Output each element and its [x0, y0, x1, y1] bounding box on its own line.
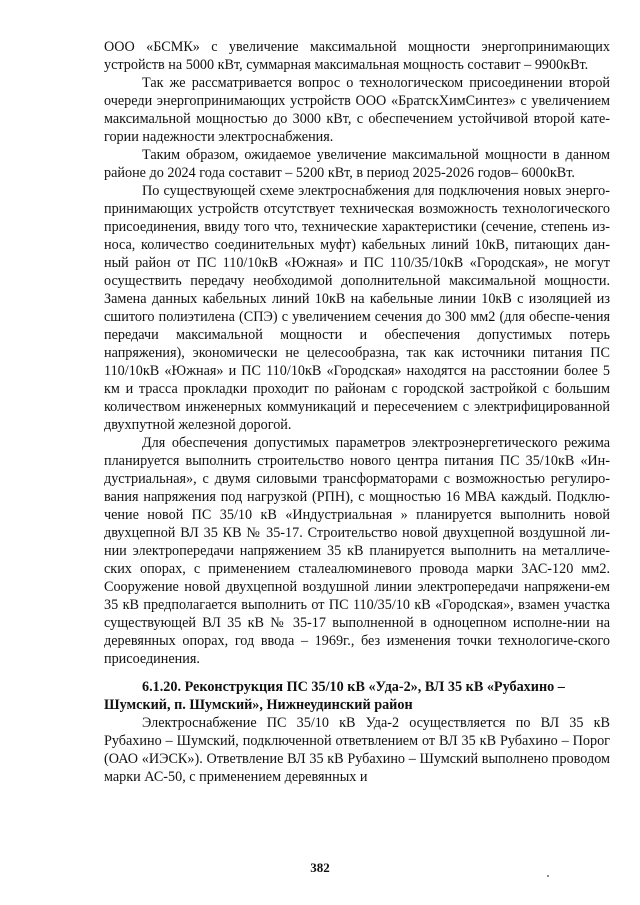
paragraph-uda-2: Электроснабжение ПС 35/10 кВ Уда-2 осуществляется по ВЛ 35 кВ Рубахино – Шумский, подключенной ответвлением от ВЛ 35 кВ Рубахино – Порог (ОАО «ИЭСК»). Ответвление ВЛ 35 кВ Рубахино – Шумский выполнено проводом марки АС-50, с применением деревянных и — [104, 715, 610, 785]
scan-speck — [547, 875, 549, 877]
paragraph-new-substation: Для обеспечения допустимых параметров электроэнергетического режима планируется выполнить строительство нового центра питания ПС 35/10кВ «Ин-дустриальная», с двумя силовыми трансформаторами с возможностью регулиро-вания напряжения под нагрузкой (РПН), с мощностью 16 МВА каждый. Подклю-чение новой ПС 35/10 кВ «Индустриальная » планируется выполнить новой двухцепной ВЛ 35 КВ № 35-17. Строительство новой двухцепной воздушной ли-нии электропередачи напряжением 35 кВ планируется выполнить на металличе-ских опорах, с применением сталеалюминевого провода марки 3АС-120 мм2. Сооружение новой двухцепной воздушной линии электропередачи напряжени-ем 35 кВ предполагается выполнить от ПС 110/35/10 кВ «Городская», взамен участка существующей ВЛ 35 кВ № 35-17 выполненной в одноцепном исполне-нии на деревянных опорах, год ввода – 1969г., без изменения точки технологиче-ского присоединения. — [104, 435, 610, 667]
section-heading: 6.1.20. Реконструкция ПС 35/10 кВ «Уда-2», ВЛ 35 кВ «Рубахино – Шумский, п. Шумский», Нижнеудинский район — [104, 679, 565, 713]
paragraph-existing-scheme: По существующей схеме электроснабжения для подключения новых энерго-принимающих устройств отсутствует техническая возможность технологического присоединения, ввиду того что, технические характеристики (сечение, степень из-носа, количество соединительных муфт) кабельных линий 10кВ, питающих дан-ный район от ПС 110/10кВ «Южная» и ПС 110/35/10кВ «Городская», не могут осуществить передачу необходимой дополнительной максимальной мощности. Замена данных кабельных линий 10кВ на кабельные линии 10кВ с изоляцией из сшитого полиэтилена (СПЭ) с увеличением сечения до 300 мм2 (для обеспе-чения передачи максимальной мощности и обеспечения допустимых потерь напряжения), экономически не целесообразна, так как источники питания ПС 110/10кВ «Южная» и ПС 110/10кВ «Городская» находятся на расстоянии более 5 км и трасса прокладки проходит по районам с городской застройкой с большим количеством инженерных коммуникаций и пересечением с электрифицированной двухпутной железной дорогой. — [104, 183, 610, 433]
paragraph-bratskkhimsintez: Так же рассматривается вопрос о технологическом присоединении второй очереди энергопринимающих устройств ООО «БратскХимСинтез» с увеличением максимальной мощностью до 3000 кВт, с обеспечением устойчивой второй кате-гории надежности электроснабжения. — [104, 75, 610, 145]
paragraph-expected-increase: Таким образом, ожидаемое увеличение максимальной мощности в данном районе до 2024 года составит – 5200 кВт, в период 2025-2026 годов– 6000кВт. — [104, 147, 610, 181]
page-number: 382 — [310, 860, 330, 875]
paragraph-bsmk: ООО «БСМК» с увеличение максимальной мощности энергопринимающих устройств на 5000 кВт, суммарная максимальная мощность составит – 9900кВт. — [104, 39, 610, 73]
document-page — [104, 38, 610, 786]
